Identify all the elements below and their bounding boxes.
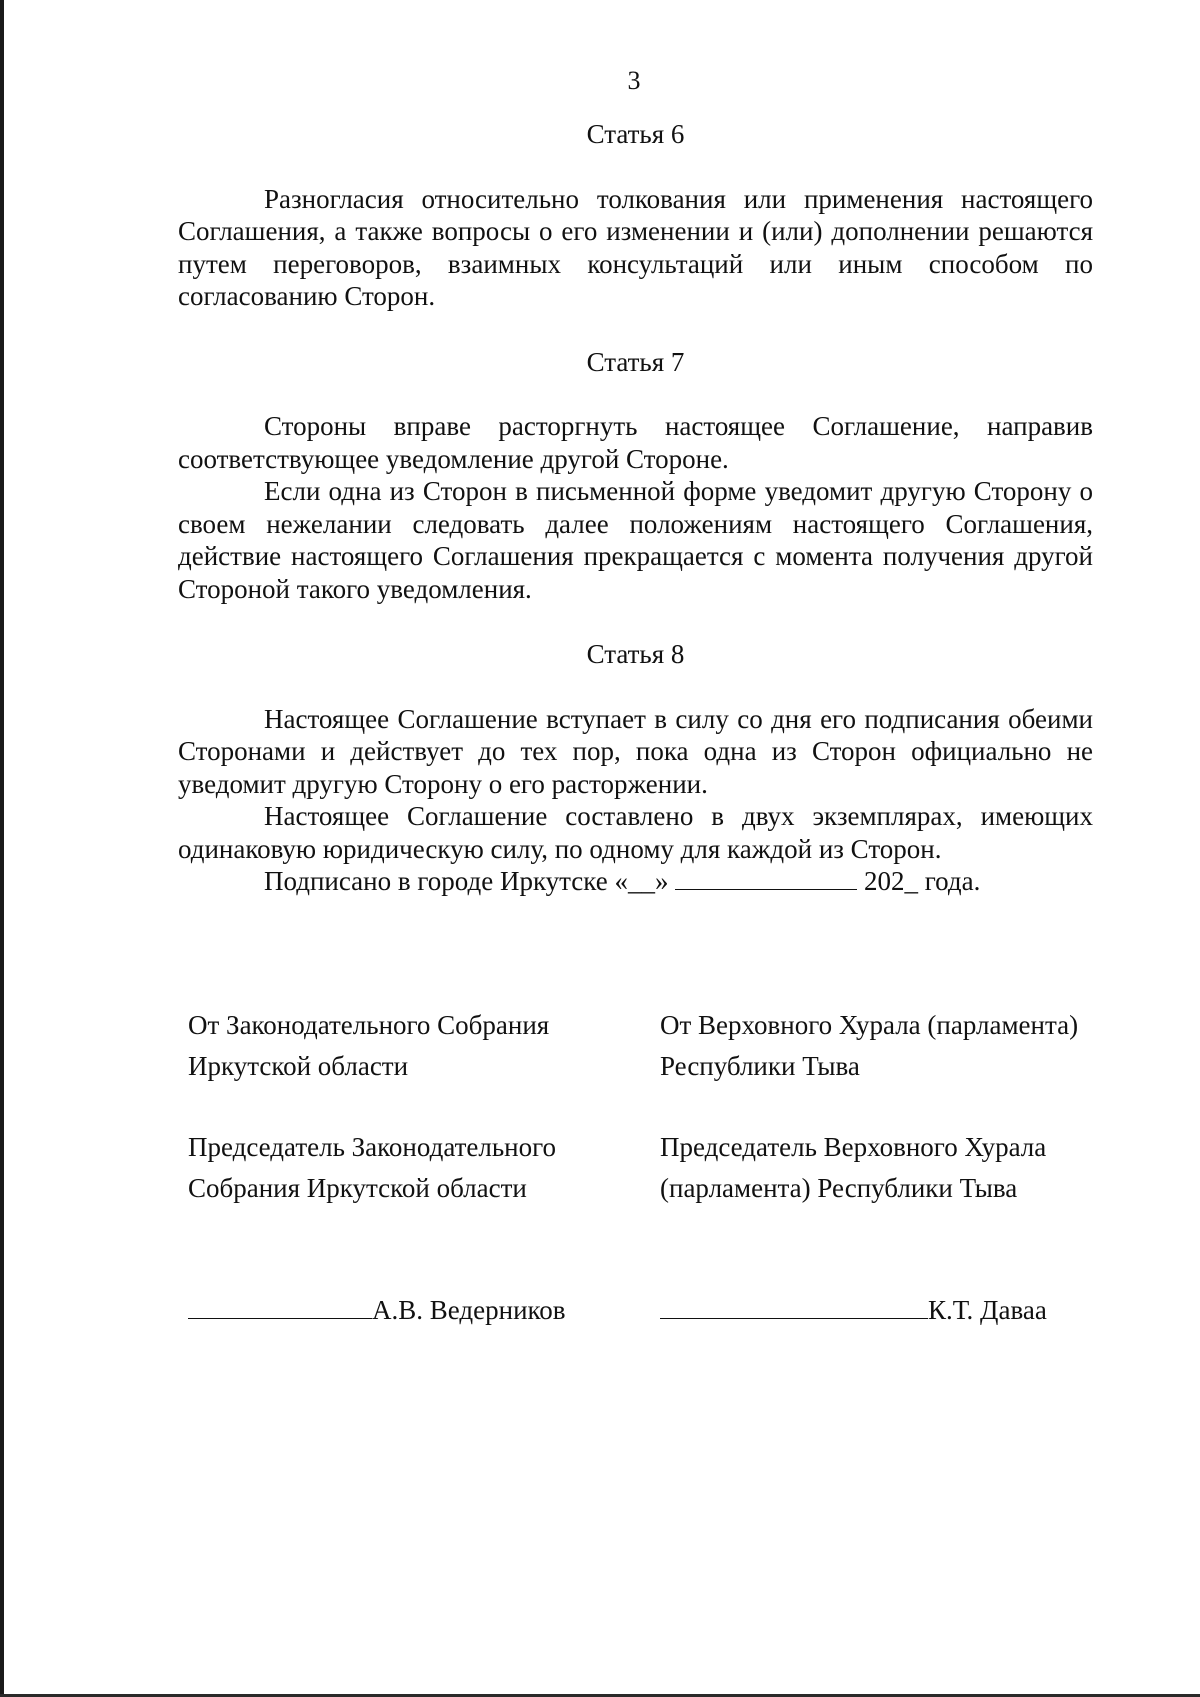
article-7-paragraph-2: Если одна из Сторон в письменной форме уведомит другую Сторону о своем нежелании следовать далее положениям настоящего Соглашения, действие настоящего Соглашения прекращается с момента получения другой Стороной такого уведомления. <box>178 476 1093 604</box>
signed-prefix: Подписано в городе Иркутске « <box>264 866 628 896</box>
signed-day-blank: __ <box>627 866 655 896</box>
left-signature-row <box>188 1290 566 1331</box>
article-8-paragraph-1: Настоящее Соглашение вступает в силу со дня его подписания обеими Сторонами и действует до тех пор, пока одна из Сторон официально не уведомит другую Сторону о его расторжении. <box>178 703 1093 799</box>
right-signature-row <box>660 1290 1047 1331</box>
right-signature-line <box>660 1296 928 1319</box>
article-8-heading: Статья 8 <box>586 639 685 669</box>
left-signature-line <box>188 1296 372 1319</box>
article-7-paragraph-1: Стороны вправе расторгнуть настоящее Соглашение, направив соответствующее уведомление другой Стороне. <box>178 411 1093 474</box>
article-7-heading: Статья 7 <box>586 346 685 377</box>
left-title-line-1: Председатель Законодательного <box>188 1132 557 1162</box>
right-title-line-1: Председатель Верховного Хурала <box>660 1132 1047 1162</box>
scan-edge-left <box>0 0 4 1697</box>
right-signatory-name: К.Т. Даваа <box>928 1295 1047 1325</box>
signed-year: 202_ года. <box>863 866 981 896</box>
left-title-line-2: Собрания Иркутской области <box>188 1173 527 1203</box>
article-6-heading: Статья 6 <box>586 119 685 149</box>
signature-left <box>188 1005 628 1209</box>
left-org-line-1: От Законодательного Собрания <box>188 1010 550 1040</box>
article-8-paragraph-2: Настоящее Соглашение составлено в двух экземплярах, имеющих одинаковую юридическую силу, по одному для каждой из Сторон. <box>178 801 1093 864</box>
left-org-line-2: Иркутской области <box>188 1051 409 1081</box>
signature-right <box>660 1005 1130 1209</box>
right-title-line-2: (парламента) Республики Тыва <box>660 1173 1018 1203</box>
article-6-paragraph-1: Разногласия относительно толкования или применения настоящего Соглашения, а также вопросы о его изменении и (или) дополнении решаются путем переговоров, взаимных консультаций или иным способом по согласованию Сторон. <box>178 183 1093 311</box>
signed-place-date-line <box>178 865 1093 898</box>
signed-month-blank <box>675 867 857 890</box>
right-org-line-2: Республики Тыва <box>660 1051 860 1081</box>
page-number: 3 <box>627 66 641 95</box>
left-signatory-name: А.В. Ведерников <box>372 1295 566 1325</box>
document-body <box>178 118 1093 898</box>
signed-mid: » <box>654 866 669 896</box>
right-org-line-1: От Верховного Хурала (парламента) <box>660 1010 1079 1040</box>
